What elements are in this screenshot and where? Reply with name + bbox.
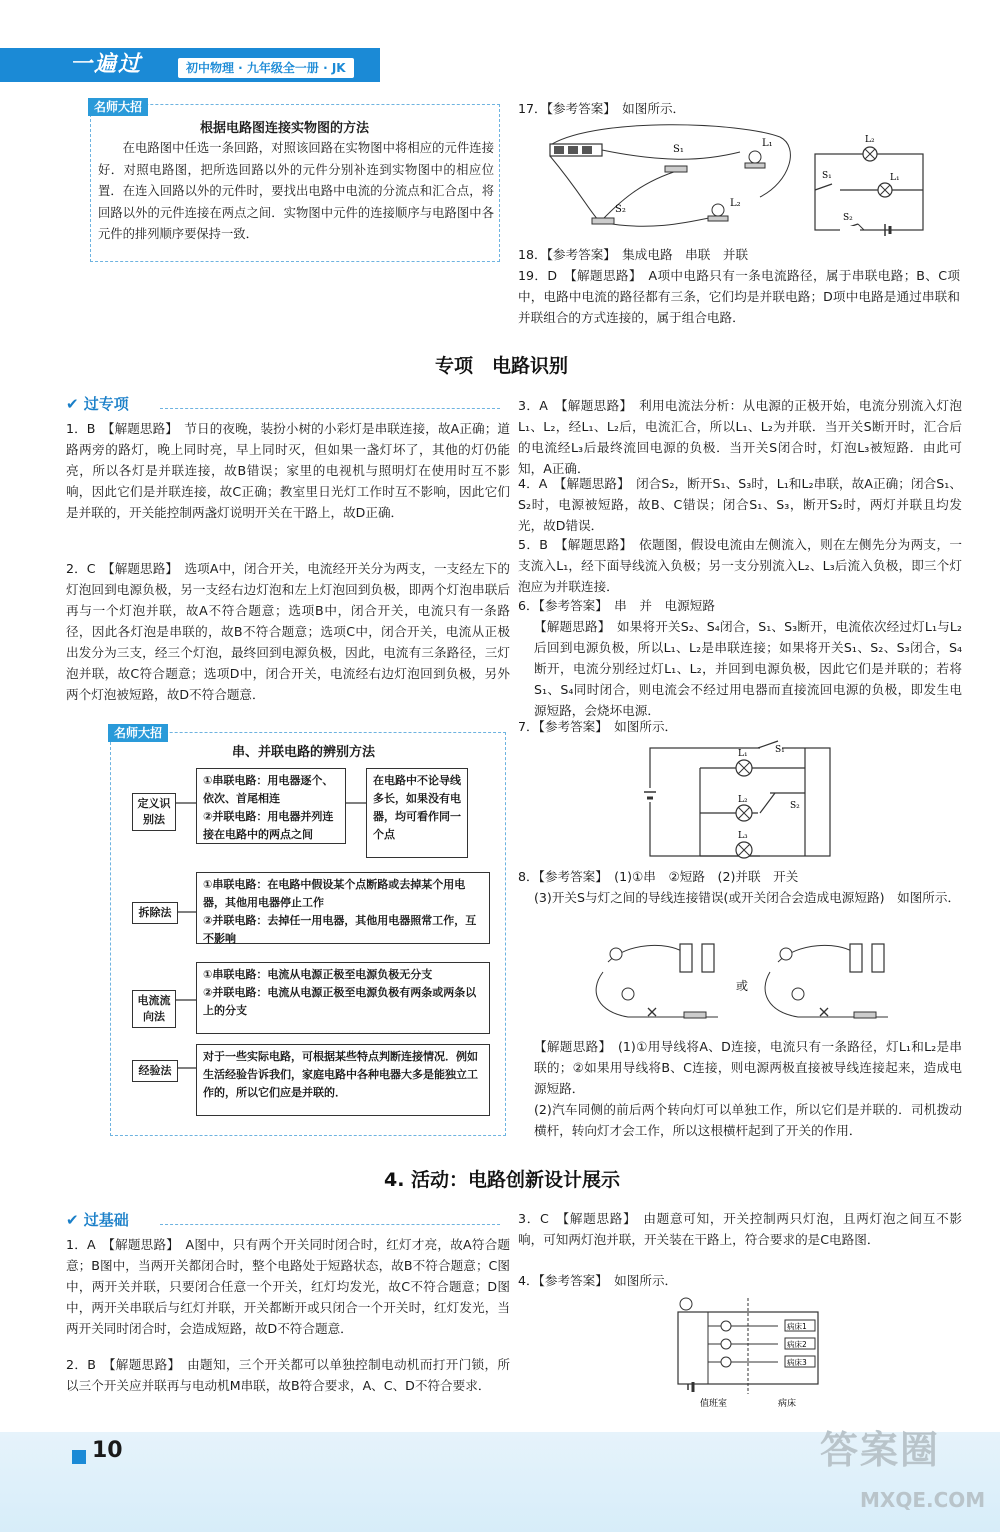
base-q1: 1．A 【解题思路】 A图中，只有两个开关同时闭合时，红灯才亮，故A符合题意；B图中，当两开关都闭合时，整个电路处于短路状态，故B不符合题意；C图中，两开关并联，只要闭合任意一个开关，红灯均发光，故C不符合题意；D图中，两开关串联后与红灯并联，开关都断开或只闭合一个开关时，红灯发光，当两开关同时闭合时，会造成短路，故D不符合题意．: [66, 1237, 510, 1336]
switch-s1-icon: [665, 166, 687, 172]
sp-q5: 5．B 【解题思路】 依题图，假设电流由左侧流入，则在左侧先分为两支，一支流入L₁，经下面导线流入负极；另一支分别流入L₂、L₃后流入负极，即三个灯泡应为并联连接．: [518, 537, 962, 594]
svg-text:S₂: S₂: [843, 213, 853, 223]
sp-q8-explain-2: (2)汽车同侧的前后两个转向灯可以单独工作，所以它们是并联的．司机拨动横杆，转向灯才会工作，所以这根横杆起到了开关的作用．: [534, 1102, 962, 1138]
q4-ward-circuit-figure: [668, 1294, 828, 1410]
check-icon-2: ✔: [66, 1211, 84, 1229]
section-title-2: 4. 活动：电路创新设计展示: [384, 1169, 621, 1191]
sp-q6-explain: 【解题思路】 如果将开关S₂、S₄闭合，S₁、S₃断开，电流依次经过灯L₁与L₂后回到电源负极，所以L₁、L₂是串联连接；如果将开关S₁、S₂、S₃闭合，S₄断开，电流分别经过灯L₁、L₂，并回到电源负极，因此它们是并联的；若将S₁、S₄同时闭合，则电流会不经过用电器而直接流回电源的负极，即发生电源短路，会烧坏电源．: [534, 619, 962, 718]
tip-tag-1: 名师大招: [88, 98, 148, 116]
section-bar-2: ✔ 过基础: [66, 1211, 129, 1229]
bulb-l1-icon: [749, 151, 761, 163]
method-definition-box: ①串联电路：用电器逐个、依次、首尾相连 ②并联电路：用电器并列连接在电路中的两点之间: [196, 768, 346, 844]
svg-text:S₁: S₁: [775, 745, 785, 755]
sp-q8-explain: 【解题思路】 (1)①用导线将A、D连接，电流只有一条路径，灯L₁和L₂是串联的；②如果用导线将B、C连接，则电源两极直接被导线连接起来，造成电源短路．: [534, 1039, 962, 1096]
method-label-removal: 拆除法: [132, 902, 178, 924]
q8-figure-b: [765, 944, 888, 1018]
method-experience-box: 对于一些实际电路，可根据某些特点判断连接情况．例如生活经验告诉我们，家庭电路中各种电器大多是能独立工作的，所以它们应是并联的．: [196, 1044, 490, 1116]
method-label-definition: 定义识别法: [132, 793, 176, 831]
switch-s2-icon: [592, 218, 614, 224]
sp-q6: 6．【参考答案】 串 并 电源短路: [518, 598, 715, 613]
fig-label-s1: S₁: [673, 144, 684, 155]
method-current-box: ①串联电路：电流从电源正极至电源负极无分支 ②并联电路：电流从电源正极至电源负极有两条或两条以上的分支: [196, 962, 490, 1034]
svg-text:L₂: L₂: [738, 795, 748, 805]
svg-text:病床: 病床: [778, 1399, 797, 1409]
sp-q8-part3: (3)开关S与灯之间的导线连接错误(或开关闭合会造成电源短路) 如图所示．: [534, 890, 961, 905]
q8-circuit-figure: [588, 932, 898, 1028]
bulb-l2-icon: [712, 204, 724, 216]
svg-text:病床2: 病床2: [787, 1340, 807, 1349]
method-label-experience: 经验法: [132, 1060, 178, 1082]
sp-q4: 4．A 【解题思路】 闭合S₂，断开S₁、S₃时，L₁和L₂串联，故A正确；闭合S₁、S₂时，电源被短路，故B、C错误；闭合S₁、S₃，断开S₂时，两灯并联且均发光，故D错误．: [518, 476, 962, 533]
svg-text:值班室: 值班室: [700, 1399, 728, 1409]
svg-text:L₁: L₁: [738, 749, 748, 759]
fig-label-s2: S₂: [615, 204, 626, 215]
page-number-marker: [72, 1450, 86, 1464]
base-q4: 4．【参考答案】 如图所示．: [518, 1273, 678, 1288]
method-removal-box: ①串联电路：在电路中假设某个点断路或去掉某个用电器，其他用电器停止工作 ②并联电路：去掉任一用电器，其他用电器照常工作，互不影响: [196, 872, 490, 944]
tip-tag-2: 名师大招: [108, 724, 168, 742]
fig-label-l2: L₂: [730, 198, 741, 209]
method-label-current: 电流流向法: [132, 990, 176, 1028]
svg-text:L₁: L₁: [890, 173, 900, 183]
check-icon: ✔: [66, 395, 84, 413]
tip-title-2: 串、并联电路的辨别方法: [232, 745, 376, 760]
watermark-url: MXQE.COM: [860, 1488, 986, 1512]
tip-title-1: 根据电路图连接实物图的方法: [200, 121, 370, 136]
svg-text:病床1: 病床1: [787, 1322, 807, 1331]
q7-circuit-figure: [640, 738, 840, 866]
svg-text:病床3: 病床3: [787, 1358, 807, 1367]
watermark: 答案圈: [820, 1428, 941, 1472]
sp-q2: 2．C 【解题思路】 选项A中，闭合开关，电流经开关分为两支，一支经左下的灯泡回到电源负极，另一支经右边灯泡和左上灯泡回到负极，即两个灯泡串联后再与一个灯泡并联，故A不符合题意；选项B中，闭合开关，电流只有一条路径，因此各灯泡是串联的，故B不符合题意；选项C中，闭合开关，电流从正极出发分为三支，经三个灯泡，最终回到电源负极，因此，电流有三条路径，三灯泡并联，故C符合题意；选项D中，闭合开关，电流经右边灯泡回到负极，另外两个灯泡被短路，故D不符合题意．: [66, 561, 510, 702]
header-logo: 一遍过: [70, 52, 143, 77]
svg-text:S₁: S₁: [822, 171, 832, 181]
sp-q8: 8．【参考答案】 (1)①串 ②短路 (2)并联 开关: [518, 869, 799, 884]
base-q2: 2．B 【解题思路】 由题知，三个开关都可以单独控制电动机而打开门锁，所以三个开关应并联再与电动机M串联，故B符合要求，A、C、D不符合要求．: [66, 1357, 510, 1393]
section-bar-2-line: [160, 1224, 500, 1225]
section-bar-1-line: [160, 408, 500, 409]
q18: 18．【参考答案】 集成电路 串联 并联: [518, 247, 749, 262]
sp-q3: 3．A 【解题思路】 利用电流法分析：从电源的正极开始，电流分别流入灯泡L₁、L₂，经L₁、L₂后，电流汇合，所以L₁、L₂为并联．当开关S断开时，汇合后的电流经L₃后最终流回电源的负极．当开关S闭合时，灯泡L₃被短路．由此可知，A正确．: [518, 398, 962, 476]
section-title-1: 专项 电路识别: [435, 355, 569, 377]
bell-icon: [680, 1298, 692, 1310]
method-connectors: [176, 760, 376, 1100]
fig-label-l1: L₁: [762, 138, 773, 149]
base-q3: 3．C 【解题思路】 由题意可知，开关控制两只灯泡，且两灯泡之间互不影响，可知两灯泡并联，开关装在干路上，符合要求的是C电路图．: [518, 1211, 962, 1247]
section-bar-1: ✔ 过专项: [66, 395, 129, 413]
q8-figure-a: [596, 944, 718, 1018]
schematic-switch-s1-icon: [815, 184, 832, 190]
or-label: 或: [736, 979, 749, 993]
svg-text:S₂: S₂: [790, 801, 800, 811]
q17: 17．【参考答案】 如图所示．: [518, 101, 686, 116]
svg-text:L₂: L₂: [865, 135, 875, 145]
svg-text:L₃: L₃: [738, 831, 748, 841]
page-number: 10: [92, 1438, 123, 1463]
sp-q1: 1．B 【解题思路】 节日的夜晚，装扮小树的小彩灯是串联连接，故A正确；道路两旁的路灯，晚上同时亮，早上同时灭，但如果一盏灯坏了，其他的灯仍能亮，所以各灯是并联连接，故B错误；家里的电视机与照明灯在使用时互不影响，因此它们是并联连接，故C正确；教室里日光灯工作时互不影响，因此它们是并联的，开关能控制两盏灯说明开关在干路上，故D正确．: [66, 421, 510, 520]
sp-q7: 7．【参考答案】 如图所示．: [518, 719, 678, 734]
q19: 19．D 【解题思路】 A项中电路只有一条电流路径，属于串联电路；B、C项中，电路中电流的路径都有三条，它们均是并联电路；D项中电路是通过串联和并联组合的方式连接的，属于组合电路．: [518, 268, 960, 325]
tip-body-1: 在电路图中任选一条回路，对照该回路在实物图中将相应的元件连接好．对照电路图，把所选回路以外的元件分别补连到实物图中的相应位置．在连入回路以外的元件时，要找出电路中电流的分流点和汇合点，将回路以外的元件连接在两点之间．实物图中元件的连接顺序与电路图中各元件的排列顺序要保持一致．: [98, 141, 494, 241]
header-book-title: 初中物理 · 九年级全一册 · JK: [178, 58, 354, 78]
method-definition-note: 在电路中不论导线多长，如果没有电器，均可看作同一个点: [366, 768, 468, 858]
q17-circuit-figure: [540, 122, 960, 242]
